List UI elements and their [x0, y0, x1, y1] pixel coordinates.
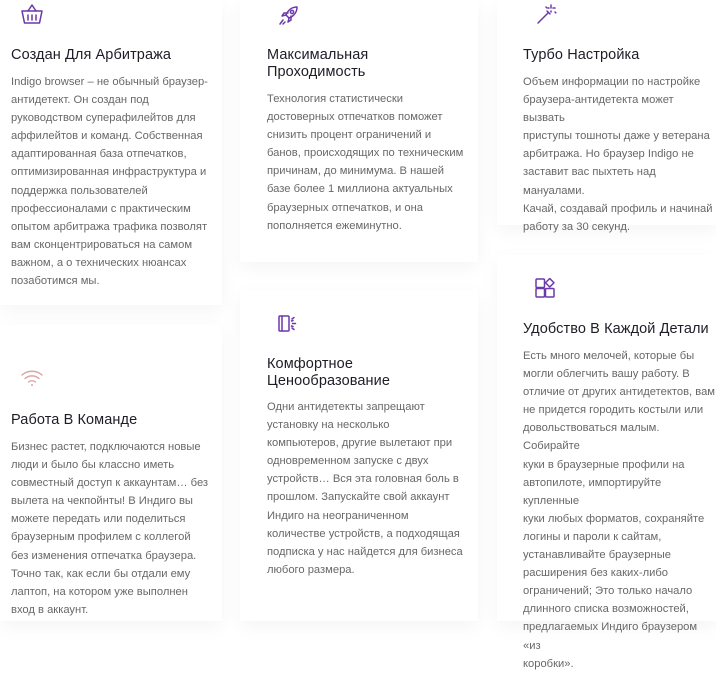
text-line: предлагаемых Индиго браузером «из — [523, 621, 698, 652]
text-line: расширения без каких-либо — [523, 567, 669, 580]
text-line: браузерных отпечатков, и она — [267, 201, 424, 214]
feature-title: Турбо Настройка — [523, 47, 640, 63]
text-line: коробки». — [523, 657, 574, 670]
text-line: причинам, до минимума. В нашей — [267, 165, 444, 178]
text-line: пополняется ежеминутно. — [267, 219, 402, 232]
text-line: Качай, создавай профиль и начинай — [523, 202, 713, 215]
feature-card-teamwork — [0, 325, 222, 621]
text-line: Одни антидетекты запрещают — [267, 401, 425, 413]
text-line: устанавливайте браузерные — [523, 549, 671, 562]
text-line: длинного списка возможностей, — [523, 603, 689, 616]
shopping-basket-icon — [20, 3, 44, 27]
feature-title: Удобство В Каждой Детали — [523, 321, 709, 337]
text-line: количестве устройств, а подходящая — [267, 527, 460, 540]
text-line: куки в браузерные профили на — [523, 458, 685, 471]
price-tag-icon — [276, 311, 300, 335]
text-line: автопилоте, импортируйте купленные — [523, 476, 662, 507]
apps-grid-icon — [533, 276, 557, 300]
text-line: руководством суперафилейтов для — [11, 112, 196, 125]
feature-card-turbo-setup — [497, 0, 716, 233]
text-line: антидетект. Он создан под — [11, 94, 149, 107]
text-line: работу за 30 секунд. — [523, 220, 631, 233]
text-line: не придется городить костыли или — [523, 404, 704, 417]
title-line: Комфортное — [267, 356, 353, 372]
text-line: профессионалами с практическим — [11, 202, 191, 215]
text-line: браузерным профилем с коллегой — [11, 531, 191, 544]
feature-card-pricing — [240, 290, 478, 621]
title-line: Ценообразование — [267, 373, 391, 389]
text-line: важном, а о технических нюансах — [11, 256, 187, 269]
text-line: можете передать или поделиться — [11, 513, 186, 526]
text-line: вам сконцентрироваться на самом — [11, 238, 193, 251]
feature-title: Создан Для Арбитража — [11, 47, 172, 63]
text-line: оптимизированная инфраструктура и — [11, 166, 207, 179]
text-line: Indigo browser – не обычный браузер- — [11, 76, 208, 88]
text-line: компьютеров, другие вылетают при — [267, 437, 453, 450]
text-line: Технология статистически — [267, 93, 403, 105]
text-line: опытом арбитража трафика позволят — [11, 220, 208, 233]
feature-title: Работа В Команде — [11, 412, 138, 428]
text-line: люди и было бы классно иметь — [11, 459, 175, 472]
text-line: вход в аккаунт. — [11, 603, 89, 616]
text-line: любого размера. — [267, 563, 355, 576]
magic-wand-icon — [534, 3, 558, 27]
feature-title — [267, 356, 472, 390]
text-line: Индиго на неограниченном — [267, 509, 409, 522]
text-line: подписка у нас найдется для бизнеса — [267, 545, 463, 558]
text-line: поддержка пользователей — [11, 184, 148, 197]
feature-description — [11, 73, 223, 290]
text-line: позаботимся мы. — [11, 275, 100, 288]
title-line: Проходимость — [267, 64, 366, 80]
text-line: устройств… Вся эта головная боль в — [267, 473, 459, 486]
text-line: браузера-антидетекта может вызвать — [523, 94, 674, 125]
text-line: приступы тошноты даже у ветерана — [523, 130, 710, 143]
feature-description — [267, 90, 479, 235]
text-line: могли облегчить вашу работу. В — [523, 368, 690, 381]
text-line: ограничений; Это только начало — [523, 585, 693, 598]
text-line: совместный доступ к аккаунтам… без — [11, 477, 209, 490]
text-line: аффилейтов и команд. Собственная — [11, 130, 203, 143]
feature-card-arbitrage — [0, 0, 222, 305]
text-line: прошлом. Запускайте свой аккаунт — [267, 491, 450, 504]
text-line: установку на несколько — [267, 419, 390, 432]
text-line: логины и пароли к сайтам, — [523, 530, 662, 543]
rocket-icon — [277, 3, 301, 27]
feature-card-convenience — [497, 255, 716, 670]
feature-card-passability — [240, 0, 478, 262]
feature-title — [267, 47, 472, 81]
text-line: лаптоп, на котором уже выполнен — [11, 585, 188, 598]
text-line: без изменения отпечатка браузера. — [11, 549, 197, 562]
text-line: Объем информации по настройке — [523, 76, 701, 88]
feature-description — [11, 438, 223, 619]
text-line: адаптированная база отпечатков, — [11, 148, 187, 161]
text-line: арбитража. Но браузер Indigo не — [523, 148, 694, 161]
feature-description — [267, 398, 479, 579]
text-line: Бизнес растет, подключаются новые — [11, 441, 201, 453]
text-line: Точно так, как если бы отдали ему — [11, 567, 191, 580]
text-line: отличие от других антидетектов, вам — [523, 386, 715, 399]
text-line: куки любых форматов, сохраняйте — [523, 512, 705, 525]
feature-description — [523, 73, 716, 236]
text-line: довольствоваться малым. Собирайте — [523, 422, 660, 453]
title-line: Максимальная — [267, 47, 369, 63]
text-line: банов, происходящих по техническим — [267, 147, 464, 160]
text-line: базе более 1 миллиона актуальных — [267, 183, 453, 196]
feature-description — [523, 347, 716, 673]
text-line: заставит вас пыхтеть над мануалами. — [523, 166, 656, 197]
text-line: Есть много мелочей, которые бы — [523, 350, 695, 362]
text-line: снизить процент ограничений и — [267, 129, 432, 142]
wifi-icon — [20, 366, 44, 390]
text-line: достоверных отпечатков поможет — [267, 111, 443, 124]
text-line: вылета на чекпойнты! В Индиго вы — [11, 495, 193, 508]
text-line: одновременном запуске с двух — [267, 455, 429, 468]
